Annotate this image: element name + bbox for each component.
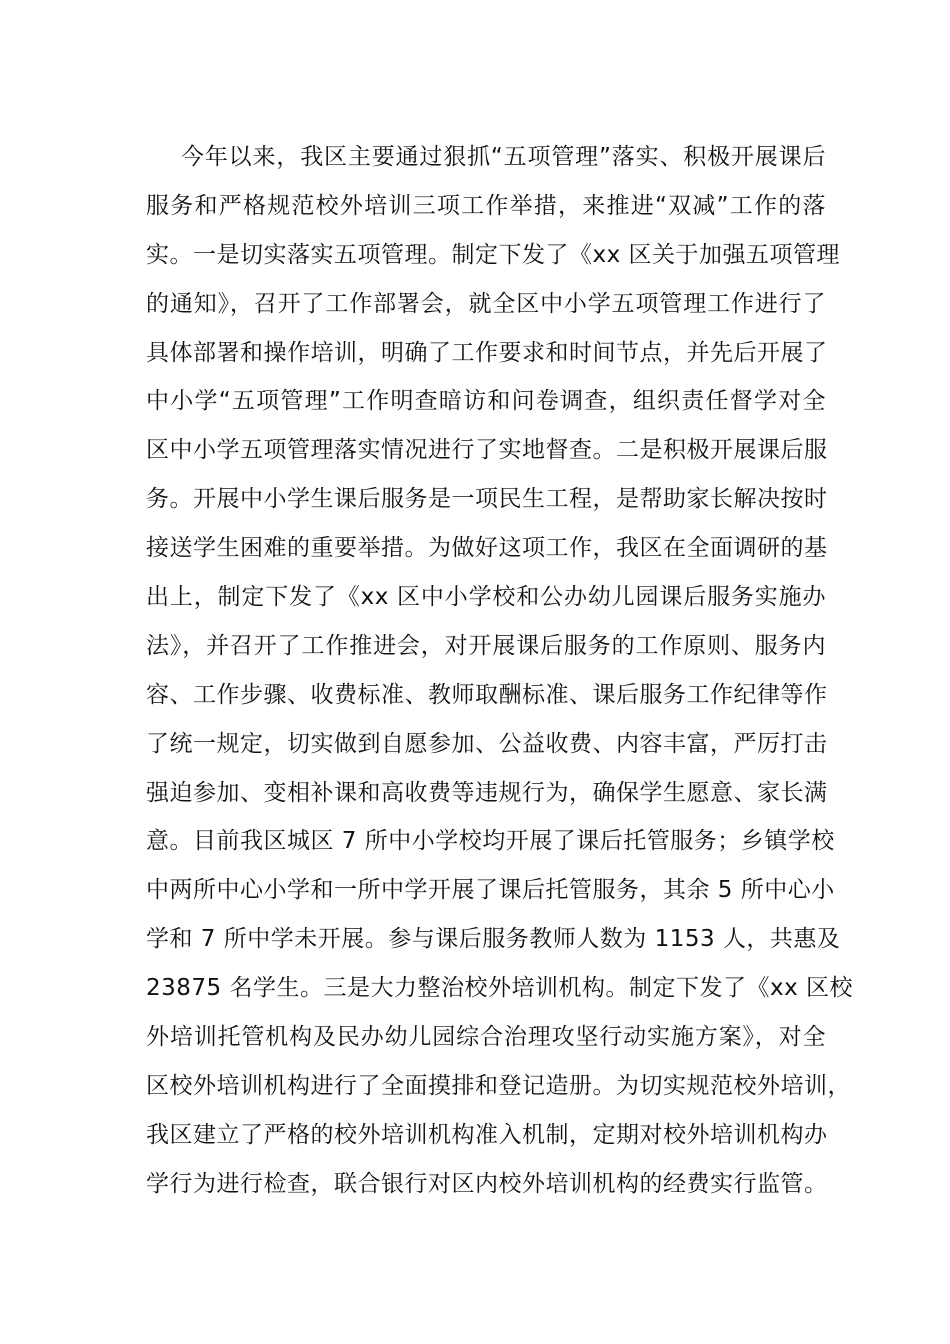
- paragraph-line: 法》，并召开了工作推进会，对开展课后服务的工作原则、服务内: [146, 632, 826, 659]
- paragraph-line: 服务和严格规范校外培训三项工作举措，来推进“双减”工作的落: [146, 192, 826, 219]
- paragraph-line: 区校外培训机构进行了全面摸排和登记造册。为切实规范校外培训，: [146, 1072, 851, 1099]
- paragraph-line: 实。一是切实落实五项管理。制定下发了《xx 区关于加强五项管理: [146, 241, 841, 268]
- paragraph-line: 学和 7 所中学未开展。参与课后服务教师人数为 1153 人，共惠及: [146, 926, 841, 953]
- paragraph-line: 的通知》，召开了工作部署会，就全区中小学五项管理工作进行了: [146, 290, 826, 317]
- paragraph-line: 容、工作步骤、收费标准、教师取酬标准、课后服务工作纪律等作: [146, 681, 828, 708]
- paragraph-line: 外培训托管机构及民办幼儿园综合治理攻坚行动实施方案》，对全: [146, 1024, 826, 1051]
- paragraph-line: 具体部署和操作培训，明确了工作要求和时间节点，并先后开展了: [146, 339, 828, 366]
- paragraph-line: 中小学“五项管理”工作明查暗访和问卷调查，组织责任督学对全: [146, 388, 826, 415]
- paragraph-line: 23875 名学生。三是大力整治校外培训机构。制定下发了《xx 区校: [146, 975, 854, 1002]
- paragraph-line: 中两所中心小学和一所中学开展了课后托管服务，其余 5 所中心小: [146, 877, 835, 904]
- paragraph-line: 了统一规定，切实做到自愿参加、公益收费、内容丰富，严厉打击: [146, 730, 828, 757]
- paragraph-line: 出上，制定下发了《xx 区中小学校和公办幼儿园课后服务实施办: [146, 584, 826, 611]
- paragraph-line: 学行为进行检查，联合银行对区内校外培训机构的经费实行监管。: [146, 1170, 828, 1197]
- paragraph-line: 意。目前我区城区 7 所中小学校均开展了课后托管服务；乡镇学校: [146, 828, 835, 855]
- paragraph-line: 务。开展中小学生课后服务是一项民生工程，是帮助家长解决按时: [146, 486, 828, 513]
- paragraph-line: 我区建立了严格的校外培训机构准入机制，定期对校外培训机构办: [146, 1121, 828, 1148]
- paragraph-line: 今年以来，我区主要通过狠抓“五项管理”落实、积极开展课后: [181, 144, 826, 170]
- paragraph-line: 区中小学五项管理落实情况进行了实地督查。二是积极开展课后服: [146, 437, 828, 464]
- paragraph-line: 接送学生困难的重要举措。为做好这项工作，我区在全面调研的基: [146, 535, 828, 562]
- paragraph-line: 强迫参加、变相补课和高收费等违规行为，确保学生愿意、家长满: [146, 779, 828, 806]
- body-paragraph: [146, 133, 854, 1209]
